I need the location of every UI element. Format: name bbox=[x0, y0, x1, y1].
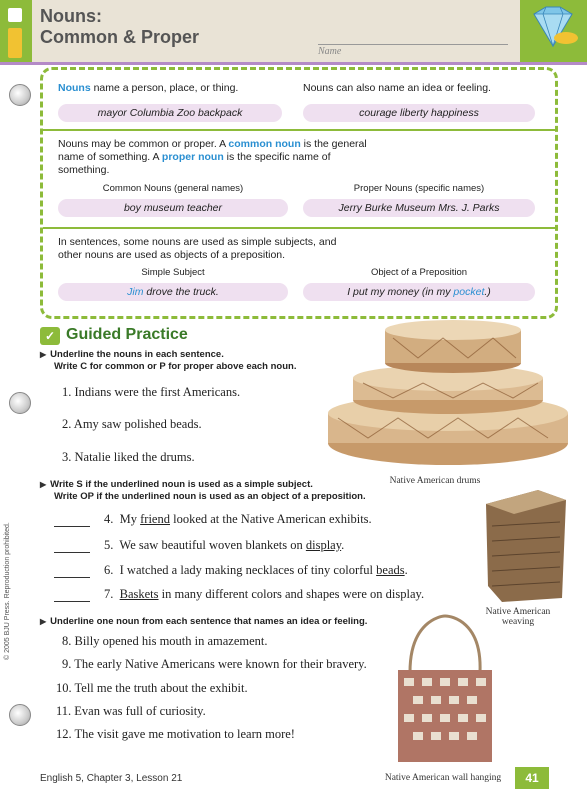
drums-caption: Native American drums bbox=[389, 476, 481, 486]
proper-nouns-examples: Jerry Burke Museum Mrs. J. Parks bbox=[303, 199, 535, 217]
idea-definition: Nouns can also name an idea or feeling. bbox=[303, 82, 491, 94]
page-number: 41 bbox=[515, 767, 549, 789]
divider bbox=[43, 227, 555, 229]
object-preposition-label: Object of a Preposition bbox=[370, 267, 468, 278]
wall-hanging-image bbox=[390, 612, 500, 770]
practice-item: 3. Natalie liked the drums. bbox=[62, 450, 195, 464]
section1-instructions: ▶ Underline the nouns in each sentence. Write C for common or P for proper above each noun. bbox=[40, 349, 297, 372]
practice-item: 12. The visit gave me motivation to learn more! bbox=[56, 727, 295, 741]
binder-hole bbox=[9, 392, 31, 414]
practice-item: 8. Billy opened his mouth in amazement. bbox=[62, 634, 268, 648]
drums-image bbox=[318, 318, 573, 473]
common-nouns-examples: boy museum teacher bbox=[58, 199, 288, 217]
binder-hole bbox=[9, 704, 31, 726]
proper-nouns-label: Proper Nouns (specific names) bbox=[353, 183, 485, 194]
nouns-definition: Nouns name a person, place, or thing. bbox=[58, 82, 239, 94]
object-preposition-example: I put my money (in my pocket.) bbox=[303, 283, 535, 301]
noun-examples: mayor Columbia Zoo backpack bbox=[58, 104, 282, 122]
lesson-footer: English 5, Chapter 3, Lesson 21 bbox=[40, 773, 183, 784]
idea-examples: courage liberty happiness bbox=[303, 104, 535, 122]
wall-hanging-caption: Native American wall hanging bbox=[384, 773, 502, 783]
title-line-1: Nouns: bbox=[40, 6, 102, 26]
practice-item: 5. We saw beautiful woven blankets on display. bbox=[54, 538, 344, 553]
section2-instructions: ▶ Write S if the underlined noun is used as a simple subject. Write OP if the underlined noun is used as an object of a preposition. bbox=[40, 479, 366, 502]
practice-item: 9. The early Native Americans were known for their bravery. bbox=[62, 657, 367, 671]
practice-item: 4. My friend looked at the Native American exhibits. bbox=[54, 512, 372, 527]
common-nouns-label: Common Nouns (general names) bbox=[102, 183, 244, 194]
section3-instructions: ▶ Underline one noun from each sentence that names an idea or feeling. bbox=[40, 616, 368, 627]
gem-icon-box bbox=[520, 0, 587, 62]
gem-icon bbox=[526, 4, 580, 48]
weaving-image bbox=[478, 486, 570, 604]
usage-intro: In sentences, some nouns are used as simple subjects, and other nouns are used as objects of a preposition. bbox=[58, 236, 337, 261]
answer-blank[interactable] bbox=[54, 525, 90, 527]
practice-item: 6. I watched a lady making necklaces of tiny colorful beads. bbox=[54, 563, 408, 578]
practice-item: 10. Tell me the truth about the exhibit. bbox=[56, 681, 248, 695]
answer-blank[interactable] bbox=[54, 576, 90, 578]
name-field[interactable] bbox=[318, 44, 508, 57]
binder-hole bbox=[9, 84, 31, 106]
answer-blank[interactable] bbox=[54, 551, 90, 553]
simple-subject-label: Simple Subject bbox=[141, 267, 205, 278]
common-proper-definition: Nouns may be common or proper. A common noun is the general name of something. A proper noun is the specific name of something. bbox=[58, 138, 367, 176]
practice-item: 7. Baskets in many different colors and shapes were on display. bbox=[54, 587, 424, 602]
check-icon: ✓ bbox=[40, 327, 60, 345]
title-line-2: Common & Proper bbox=[40, 27, 200, 47]
divider bbox=[43, 129, 555, 131]
simple-subject-example: Jim drove the truck. bbox=[58, 283, 288, 301]
practice-item: 1. Indians were the first Americans. bbox=[62, 385, 241, 399]
name-label: Name bbox=[318, 46, 342, 57]
weaving-caption: Native American weaving bbox=[485, 607, 551, 627]
practice-item: 2. Amy saw polished beads. bbox=[62, 417, 202, 431]
page-title bbox=[40, 6, 199, 48]
guided-practice-title: Guided Practice bbox=[66, 326, 188, 343]
copyright: © 2005 BJU Press. Reproduction prohibited. bbox=[4, 522, 11, 660]
chapter-logo bbox=[0, 0, 32, 62]
answer-blank[interactable] bbox=[54, 600, 90, 602]
practice-item: 11. Evan was full of curiosity. bbox=[56, 704, 206, 718]
